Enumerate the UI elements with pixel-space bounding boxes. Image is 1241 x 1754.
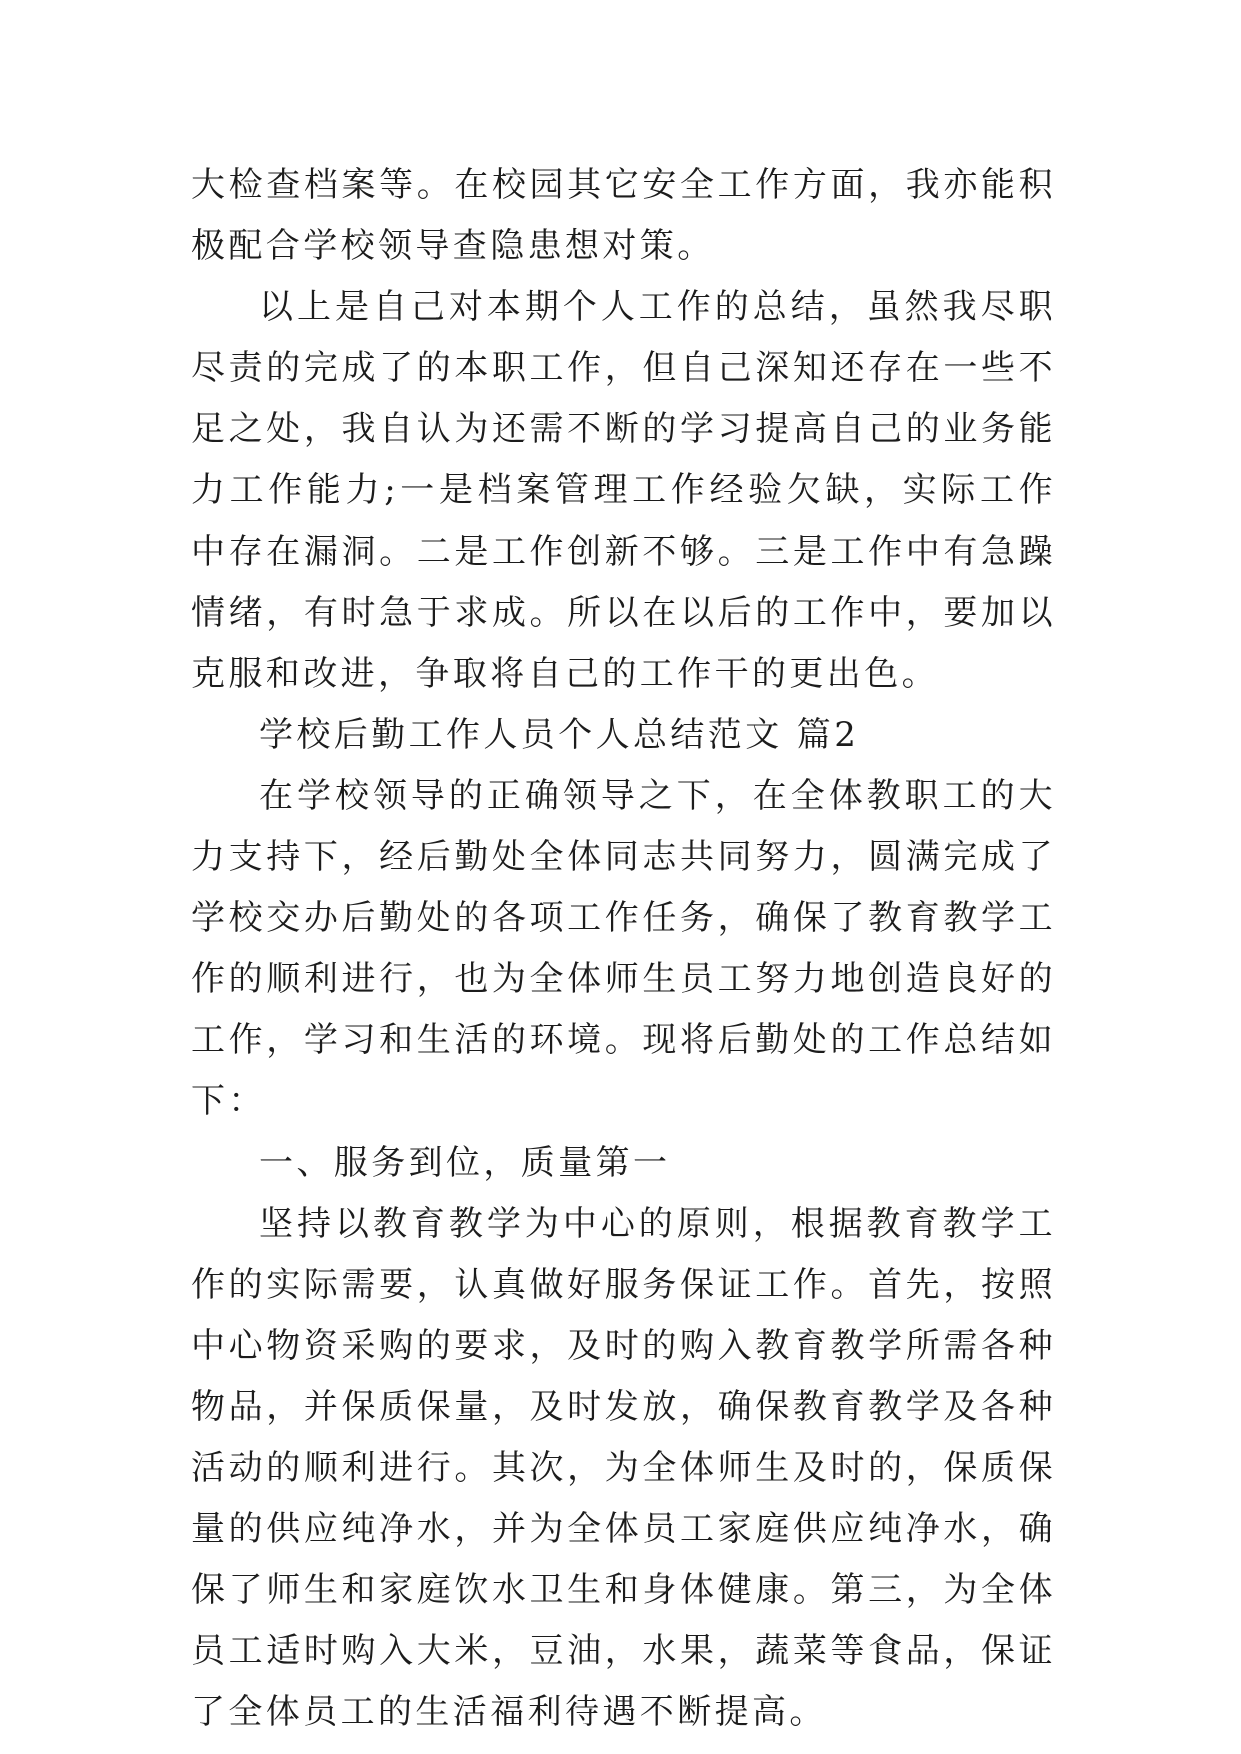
paragraph-service-details: 坚持以教育教学为中心的原则，根据教育教学工作的实际需要，认真做好服务保证工作。首先，按照中心物资采购的要求，及时的购入教育教学所需各种物品，并保质保量，及时发放，确保教育教学及各种活动的顺利进行。其次，为全体师生及时的，保质保量的供应纯净水，并为全体员工家庭供应纯净水，确保了师生和家庭饮水卫生和身体健康。第三，为全体员工适时购入大米，豆油，水果，蔬菜等食品，保证了全体员工的生活福利待遇不断提高。 (191, 1203, 1056, 1733)
section-title: 学校后勤工作人员个人总结范文 篇2 (259, 714, 860, 755)
document-body (191, 155, 1056, 1743)
paragraph-continuation: 大检查档案等。在校园其它安全工作方面，我亦能积极配合学校领导查隐患想对策。 (191, 165, 1056, 267)
paragraph-introduction: 在学校领导的正确领导之下，在全体教职工的大力支持下，经后勤处全体同志共同努力，圆满完成了学校交办后勤处的各项工作任务，确保了教育教学工作的顺利进行，也为全体师生员工努力地创造良好的工作，学习和生活的环境。现将后勤处的工作总结如下： (191, 775, 1056, 1122)
paragraph-summary-reflection: 以上是自己对本期个人工作的总结，虽然我尽职尽责的完成了的本职工作，但自己深知还存在一些不足之处，我自认为还需不断的学习提高自己的业务能力工作能力;一是档案管理工作经验欠缺，实际工作中存在漏洞。二是工作创新不够。三是工作中有急躁情绪，有时急于求成。所以在以后的工作中，要加以克服和改进，争取将自己的工作干的更出色。 (191, 287, 1056, 694)
section-heading: 一、服务到位，质量第一 (259, 1142, 671, 1183)
